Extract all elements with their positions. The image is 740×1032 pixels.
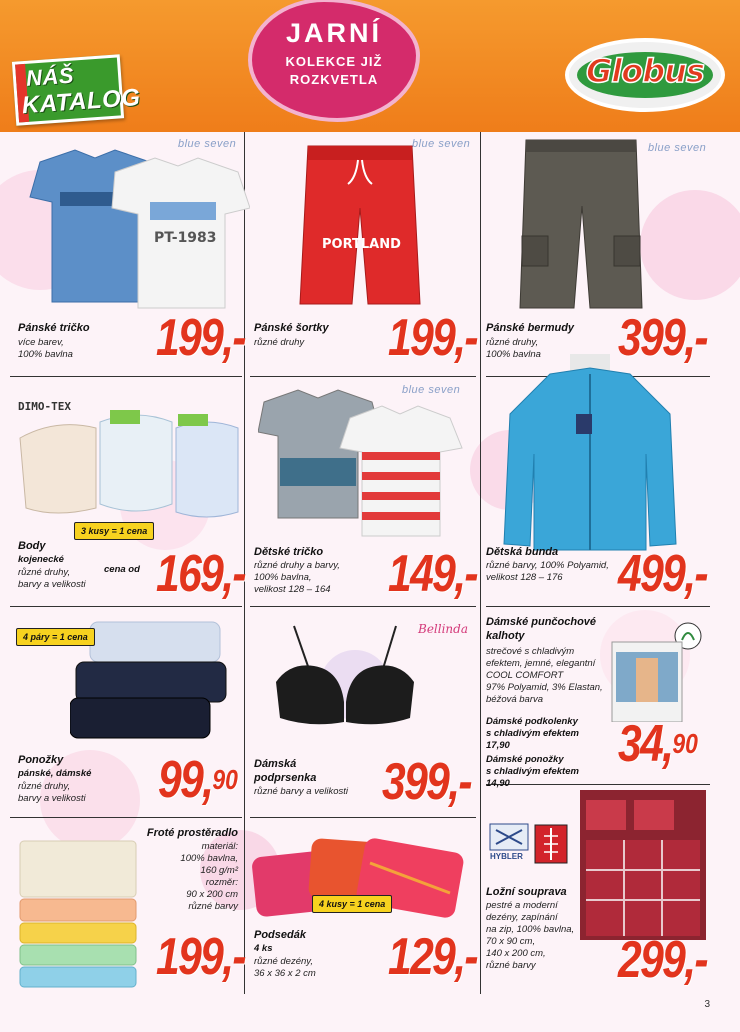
jacket-image: [500, 354, 680, 554]
product-desc-1: různé dezény,: [254, 956, 313, 967]
product-tights[interactable]: [486, 608, 710, 804]
product-desc-3: 160 g/m²: [200, 865, 238, 876]
product-price: 399,-: [382, 753, 471, 811]
price-main: 99,: [158, 751, 213, 809]
product-name-1: Dámská: [254, 758, 297, 770]
spring-subtitle-1: KOLEKCE JIŽ: [285, 54, 383, 69]
product-desc-2: 100% bavlna: [18, 349, 73, 360]
product-socks[interactable]: [10, 608, 242, 817]
product-price: 199,-: [156, 928, 245, 986]
zip-icon: [534, 824, 568, 864]
product-cushion[interactable]: [250, 819, 476, 994]
product-name: Pánské bermudy: [486, 322, 575, 334]
knee-name-1: Dámské podkolenky: [486, 716, 578, 727]
product-name: Pánské tričko: [18, 322, 90, 334]
price-cents: 90: [672, 728, 698, 759]
product-name: Ložní souprava: [486, 886, 567, 898]
product-tshirt-men[interactable]: [10, 132, 245, 376]
svg-text:PORTLAND: PORTLAND: [322, 237, 401, 252]
product-name-2: podprsenka: [254, 772, 317, 784]
product-desc-1: více barev,: [18, 337, 64, 348]
product-desc-5: 90 x 200 cm: [186, 889, 238, 900]
promo-tag: 4 páry = 1 cena: [16, 628, 95, 646]
product-desc-1: různé druhy: [254, 337, 305, 348]
product-bermuda-men[interactable]: [486, 132, 710, 376]
product-price: 399,-: [618, 309, 707, 367]
product-bedding[interactable]: [486, 786, 710, 994]
product-price: 149,-: [388, 545, 477, 603]
product-name-1: Dámské punčochové: [486, 616, 597, 628]
product-name: Froté prostěradlo: [146, 827, 238, 839]
product-price: 199,-: [388, 309, 477, 367]
brand-label: blue seven: [402, 384, 461, 396]
product-desc-2: dezény, zapínání: [486, 912, 558, 923]
price-main: 34,: [618, 715, 673, 773]
socks-image: [70, 618, 240, 748]
product-name: Ponožky: [18, 754, 64, 766]
product-towel[interactable]: [10, 819, 245, 994]
product-desc-2: 100% bavlna: [486, 349, 541, 360]
product-desc-2: barvy a velikosti: [18, 793, 86, 804]
logo-text: Globus: [586, 52, 704, 90]
catalog-line2: KATALOG: [21, 84, 142, 120]
brand-label: blue seven: [178, 138, 237, 150]
product-desc-6: různé barvy: [486, 960, 536, 971]
product-desc-1: různé barvy a velikosti: [254, 786, 348, 797]
price-cents: 90: [212, 764, 238, 795]
product-desc-2: velikost 128 – 176: [486, 572, 563, 583]
product-price: [618, 715, 698, 773]
product-price: 299,-: [618, 931, 707, 989]
product-name: Dětské tričko: [254, 546, 324, 558]
product-desc-4: 97% Polyamid, 3% Elastan,: [486, 682, 603, 693]
product-name: Dětská bunda: [486, 546, 559, 558]
spring-collection-bubble: [252, 2, 416, 118]
sock-price: 14,90: [486, 778, 510, 789]
product-desc-1: různé druhy a barvy,: [254, 560, 340, 571]
product-desc-1: různé druhy,: [486, 337, 539, 348]
catalog-badge[interactable]: [12, 54, 142, 125]
product-desc-6: různé barvy: [188, 901, 238, 912]
product-subname: pánské, dámské: [18, 768, 92, 779]
brand-label: blue seven: [648, 142, 707, 154]
bra-image: [270, 622, 420, 732]
product-tshirt-kids[interactable]: [250, 378, 476, 606]
product-desc-3: velikost 128 – 164: [254, 584, 331, 595]
bedding-image: [580, 790, 706, 940]
product-bra[interactable]: [250, 608, 476, 817]
svg-text:PT-1983: PT-1983: [154, 230, 217, 246]
product-body[interactable]: [10, 378, 245, 606]
knee-name-2: s chladivým efektem: [486, 728, 579, 739]
body-image: [16, 408, 242, 528]
tights-package-image: [610, 622, 706, 722]
product-name-2: kalhoty: [486, 630, 525, 642]
page-number: 3: [704, 999, 710, 1010]
product-desc-1: různé barvy, 100% Polyamid,: [486, 560, 609, 571]
hybler-label: HYBLER: [490, 852, 523, 861]
product-name: Body: [18, 540, 46, 552]
product-desc-4: rozměr:: [205, 877, 238, 888]
product-desc-5: 140 x 200 cm,: [486, 948, 546, 959]
product-desc-3: COOL COMFORT: [486, 670, 564, 681]
product-desc-1: různé druhy,: [18, 567, 71, 578]
product-desc-1: pestré a moderní: [486, 900, 558, 911]
product-name: Podsedák: [254, 929, 306, 941]
knee-price: 17,90: [486, 740, 510, 751]
product-price: 499,-: [618, 545, 707, 603]
product-desc-1: strečové s chladivým: [486, 646, 575, 657]
product-desc-2: 100% bavlna,: [254, 572, 312, 583]
header-banner: [0, 0, 740, 132]
product-desc-2: 100% bavlna,: [180, 853, 238, 864]
product-desc-2: barvy a velikosti: [18, 579, 86, 590]
tshirt-image: [20, 142, 250, 312]
product-name: Pánské šortky: [254, 322, 329, 334]
product-price: [158, 751, 238, 809]
product-desc-3: na zip, 100% bavlna,: [486, 924, 575, 935]
product-jacket-kids[interactable]: [486, 344, 710, 606]
spring-title: JARNÍ: [285, 18, 382, 48]
product-price: 129,-: [388, 928, 477, 986]
sock-name-2: s chladivým efektem: [486, 766, 579, 777]
product-shorts-men[interactable]: [250, 132, 476, 376]
product-desc-1: materiál:: [201, 841, 238, 852]
brand-bellinda: Bellinda: [418, 622, 468, 636]
product-price: 169,-: [156, 545, 245, 603]
promo-tag: 3 kusy = 1 cena: [74, 522, 154, 540]
price-prefix: cena od: [104, 564, 140, 575]
product-desc-5: béžová barva: [486, 694, 544, 705]
sock-name-1: Dámské ponožky: [486, 754, 564, 765]
product-desc-4: 70 x 90 cm,: [486, 936, 536, 947]
towel-stack-image: [18, 839, 140, 989]
product-subname: kojenecké: [18, 554, 64, 565]
product-price: 199,-: [156, 309, 245, 367]
globus-logo: [565, 38, 725, 112]
product-subname: 4 ks: [254, 943, 273, 954]
brand-label: blue seven: [412, 138, 471, 150]
spring-subtitle-2: ROZKVETLA: [289, 72, 379, 87]
catalog-line1: NÁŠ: [25, 62, 75, 91]
product-desc-1: různé druhy,: [18, 781, 71, 792]
bermuda-image: [516, 136, 646, 312]
brand-dimotex: DIMO-TEX: [18, 400, 71, 413]
product-grid: [0, 132, 740, 992]
shorts-image: [298, 138, 422, 308]
product-desc-2: 36 x 36 x 2 cm: [254, 968, 316, 979]
promo-tag: 4 kusy = 1 cena: [312, 895, 392, 913]
kids-tshirt-image: [258, 388, 468, 538]
product-desc-2: efektem, jemné, elegantní: [486, 658, 596, 669]
